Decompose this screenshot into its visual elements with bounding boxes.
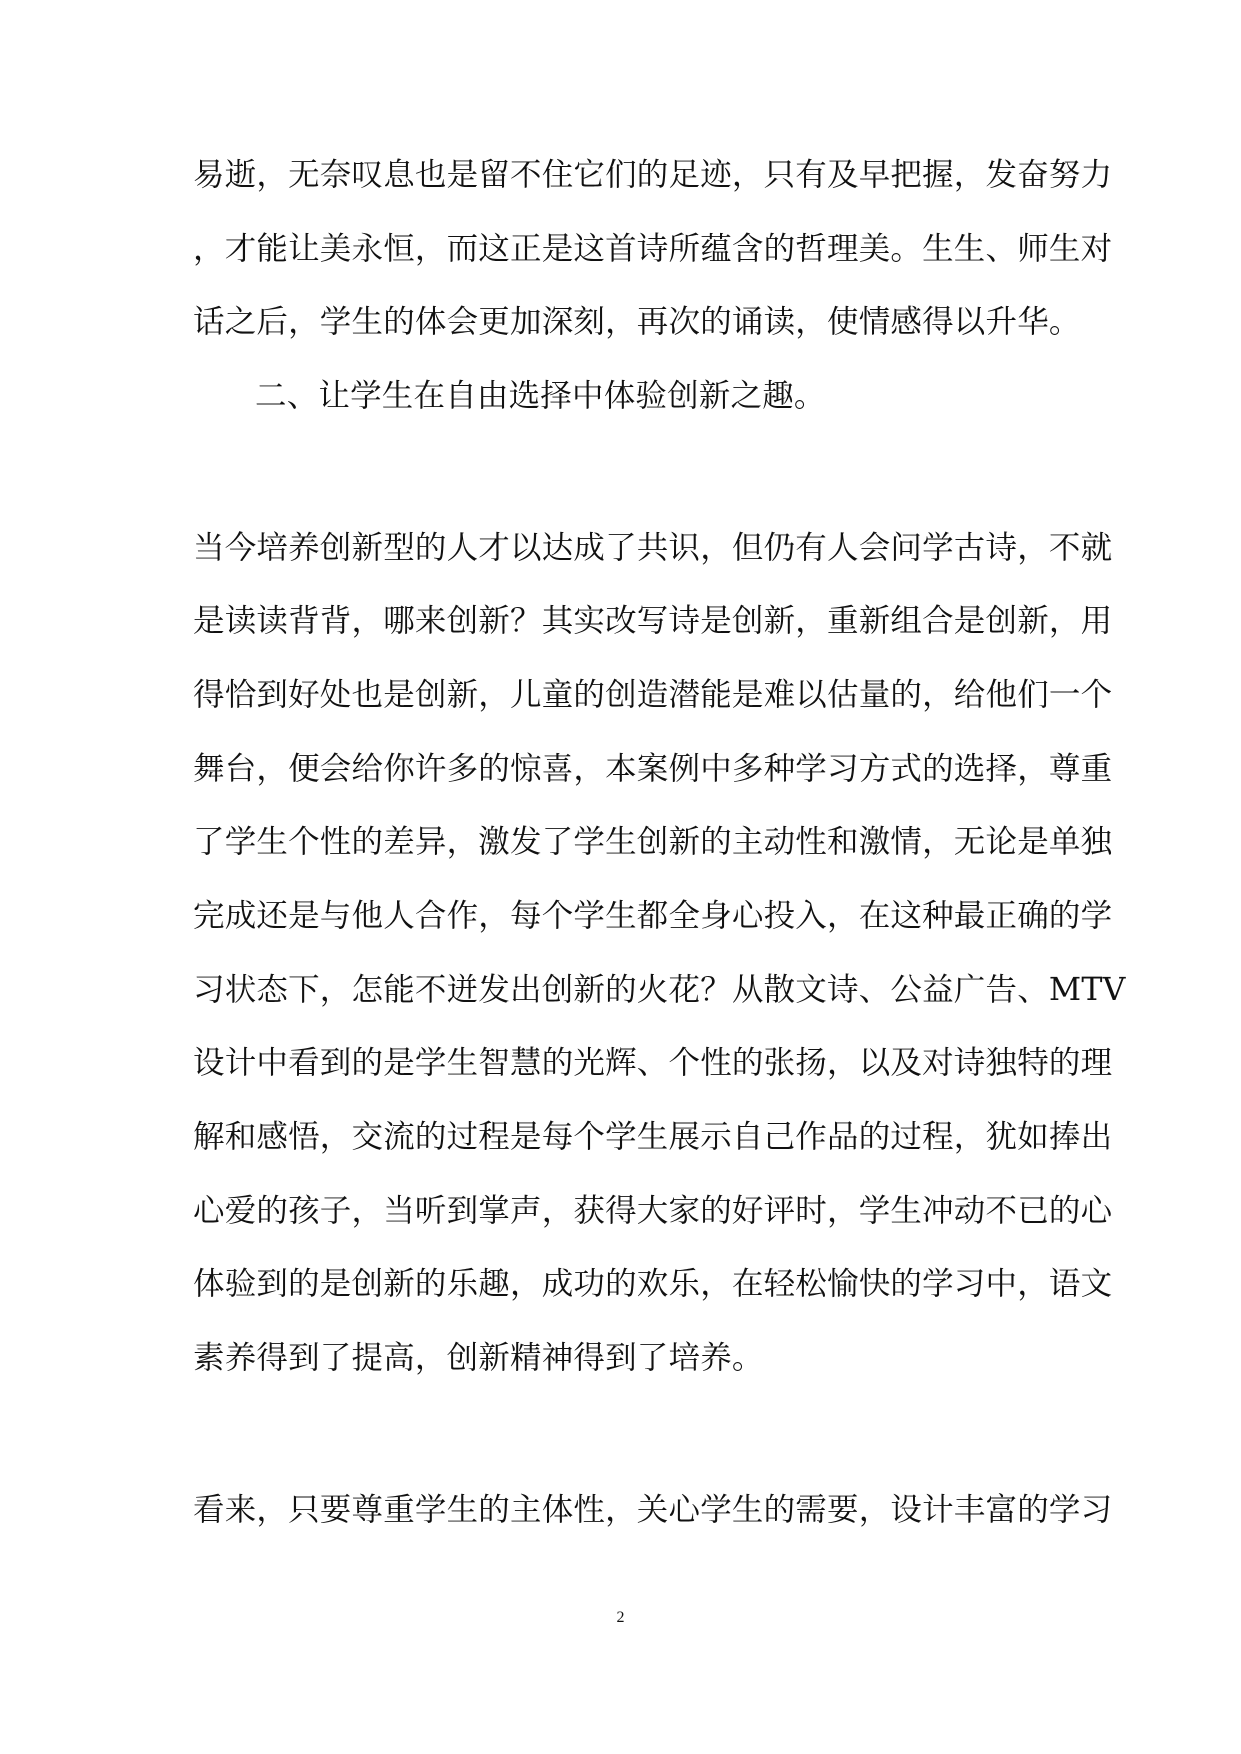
text-line: 看来，只要尊重学生的主体性，关心学生的需要，设计丰富的学习 [193,1492,1113,1528]
text-line: 舞台，便会给你许多的惊喜，本案例中多种学习方式的选择，尊重 [193,751,1113,787]
text-line: 是读读背背，哪来创新？其实改写诗是创新，重新组合是创新，用 [193,603,1113,639]
text-line: 得恰到好处也是创新，儿童的创造潜能是难以估量的，给他们一个 [193,677,1113,713]
section-heading: 二、让学生在自由选择中体验创新之趣。 [255,378,826,414]
text-line: 习状态下，怎能不迸发出创新的火花？从散文诗、公益广告、MTV [193,972,1126,1008]
text-line: 了学生个性的差异，激发了学生创新的主动性和激情，无论是单独 [193,824,1113,860]
text-line: 易逝，无奈叹息也是留不住它们的足迹，只有及早把握，发奋努力 [193,157,1113,193]
text-line: ，才能让美永恒，而这正是这首诗所蕴含的哲理美。生生、师生对 [193,231,1113,267]
text-line: 心爱的孩子，当听到掌声，获得大家的好评时，学生冲动不已的心 [193,1193,1113,1229]
text-line: 完成还是与他人合作，每个学生都全身心投入，在这种最正确的学 [193,898,1113,934]
text-line: 设计中看到的是学生智慧的光辉、个性的张扬，以及对诗独特的理 [193,1045,1113,1081]
text-line: 体验到的是创新的乐趣，成功的欢乐，在轻松愉快的学习中，语文 [193,1266,1113,1302]
page-number: 2 [616,1609,625,1626]
text-line: 解和感悟，交流的过程是每个学生展示自己作品的过程，犹如捧出 [193,1119,1113,1155]
text-line: 素养得到了提高，创新精神得到了培养。 [193,1340,764,1376]
text-line: 话之后，学生的体会更加深刻，再次的诵读，使情感得以升华。 [193,304,1081,340]
text-line: 当今培养创新型的人才以达成了共识，但仍有人会问学古诗，不就 [193,530,1113,566]
